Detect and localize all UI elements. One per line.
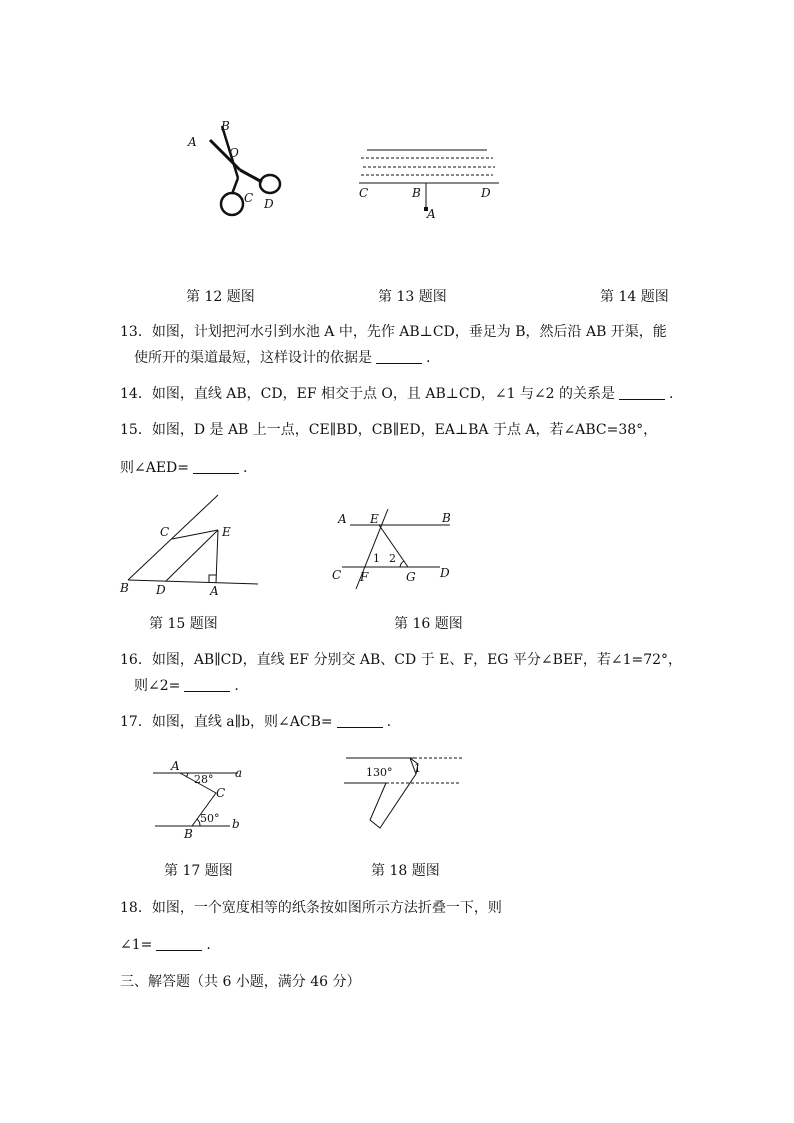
question-16-line-1: 16．如图，AB∥CD，直线 EF 分别交 AB、CD 于 E、F，EG 平分∠BEF，若∠1=72°，: [120, 652, 683, 668]
label-b: b: [232, 817, 240, 831]
segment-DE: [166, 530, 218, 581]
caption-fig16: 第 16 题图: [394, 616, 463, 632]
label-B: B: [442, 511, 451, 525]
scissors-handle-ring-d: [260, 175, 280, 193]
question-14-text: 14．如图，直线 AB，CD，EF 相交于点 O，且 AB⊥CD，∠1 与∠2 的关系是: [120, 386, 616, 402]
label-B: B: [184, 827, 193, 841]
question-17: [120, 710, 391, 734]
label-B: B: [120, 581, 129, 595]
scissors-arm-2: [232, 178, 238, 194]
label-E: E: [222, 525, 231, 539]
question-13-line-1: 13．如图，计划把河水引到水池 A 中，先作 AB⊥CD，垂足为 B，然后沿 AB 开渠，能: [120, 324, 667, 340]
figure-12-scissors: [180, 110, 300, 220]
label-G: G: [406, 570, 416, 584]
question-13-text: 使所开的渠道最短，这样设计的依据是: [134, 350, 372, 366]
label-F: F: [360, 570, 369, 584]
answer-blank-16[interactable]: [184, 677, 230, 692]
label-A: A: [171, 759, 180, 773]
label-angle-1: 1: [373, 552, 380, 565]
label-D: D: [264, 197, 274, 211]
question-15-line-2: [120, 456, 247, 480]
answer-blank-18[interactable]: [156, 936, 202, 951]
label-B: B: [412, 186, 421, 200]
period: .: [234, 678, 239, 694]
label-A: A: [338, 512, 347, 526]
answer-blank-17[interactable]: [337, 713, 383, 728]
label-angle-50: 50°: [200, 812, 220, 825]
caption-fig17: 第 17 题图: [164, 863, 233, 879]
question-18-text: ∠1=: [120, 937, 153, 953]
caption-fig15: 第 15 题图: [149, 616, 218, 632]
scissors-arm-1: [240, 170, 262, 182]
question-15-line-1: 15．如图，D 是 AB 上一点，CE∥BD，CB∥ED，EA⊥BA 于点 A，若∠ABC=38°，: [120, 422, 658, 438]
period: .: [426, 350, 431, 366]
label-C: C: [244, 191, 254, 205]
right-angle-mark: [209, 575, 216, 583]
label-O: O: [229, 146, 239, 160]
label-angle-2: 2: [389, 552, 396, 565]
figure-13-river: [355, 140, 505, 230]
label-E: E: [370, 512, 379, 526]
label-C: C: [216, 786, 226, 800]
question-18-line-1: 18．如图，一个宽度相等的纸条按如图所示方法折叠一下，则: [120, 900, 502, 916]
label-C: C: [332, 568, 342, 582]
label-D: D: [156, 583, 166, 597]
period: .: [206, 937, 211, 953]
question-17-text: 17．如图，直线 a∥b，则∠ACB=: [120, 714, 333, 730]
figure-18: [340, 750, 470, 835]
angle-arc-28: [186, 773, 188, 777]
label-angle-1: 1: [414, 762, 421, 775]
figure-16: [330, 505, 470, 595]
label-C: C: [359, 186, 369, 200]
angle-arc-2: [400, 561, 404, 567]
label-A: A: [188, 135, 197, 149]
label-D: D: [440, 566, 450, 580]
section-heading-solutions: 三、解答题（共 6 小题，满分 46 分）: [120, 974, 361, 990]
label-A: A: [427, 207, 436, 221]
caption-fig13: 第 13 题图: [378, 289, 447, 305]
period: .: [669, 386, 674, 402]
line-BC-extended: [128, 495, 218, 580]
answer-blank-14[interactable]: [619, 385, 665, 400]
period: .: [386, 714, 392, 730]
figure-17: [150, 755, 260, 845]
question-16-line-2: [134, 674, 239, 698]
question-13-line-2: [134, 346, 430, 370]
figure-15: [118, 490, 268, 605]
question-18-line-2: [120, 933, 211, 957]
answer-blank-15[interactable]: [193, 459, 239, 474]
label-angle-130: 130°: [366, 766, 393, 779]
caption-fig12: 第 12 题图: [186, 289, 255, 305]
question-14: [120, 382, 674, 406]
caption-fig14: 第 14 题图: [600, 289, 669, 305]
label-D: D: [481, 186, 491, 200]
scissors-handle-ring-c: [221, 193, 243, 215]
label-a: a: [235, 766, 243, 780]
label-C: C: [160, 525, 170, 539]
segment-EA: [216, 530, 218, 583]
question-15-text: 则∠AED=: [120, 460, 190, 476]
answer-blank-13[interactable]: [376, 349, 422, 364]
label-A: A: [210, 584, 219, 598]
line-BA: [128, 580, 258, 584]
question-16-text: 则∠2=: [134, 678, 181, 694]
label-angle-28: 28°: [194, 773, 214, 786]
period: .: [243, 460, 248, 476]
label-B: B: [221, 119, 230, 133]
caption-fig18: 第 18 题图: [371, 863, 440, 879]
